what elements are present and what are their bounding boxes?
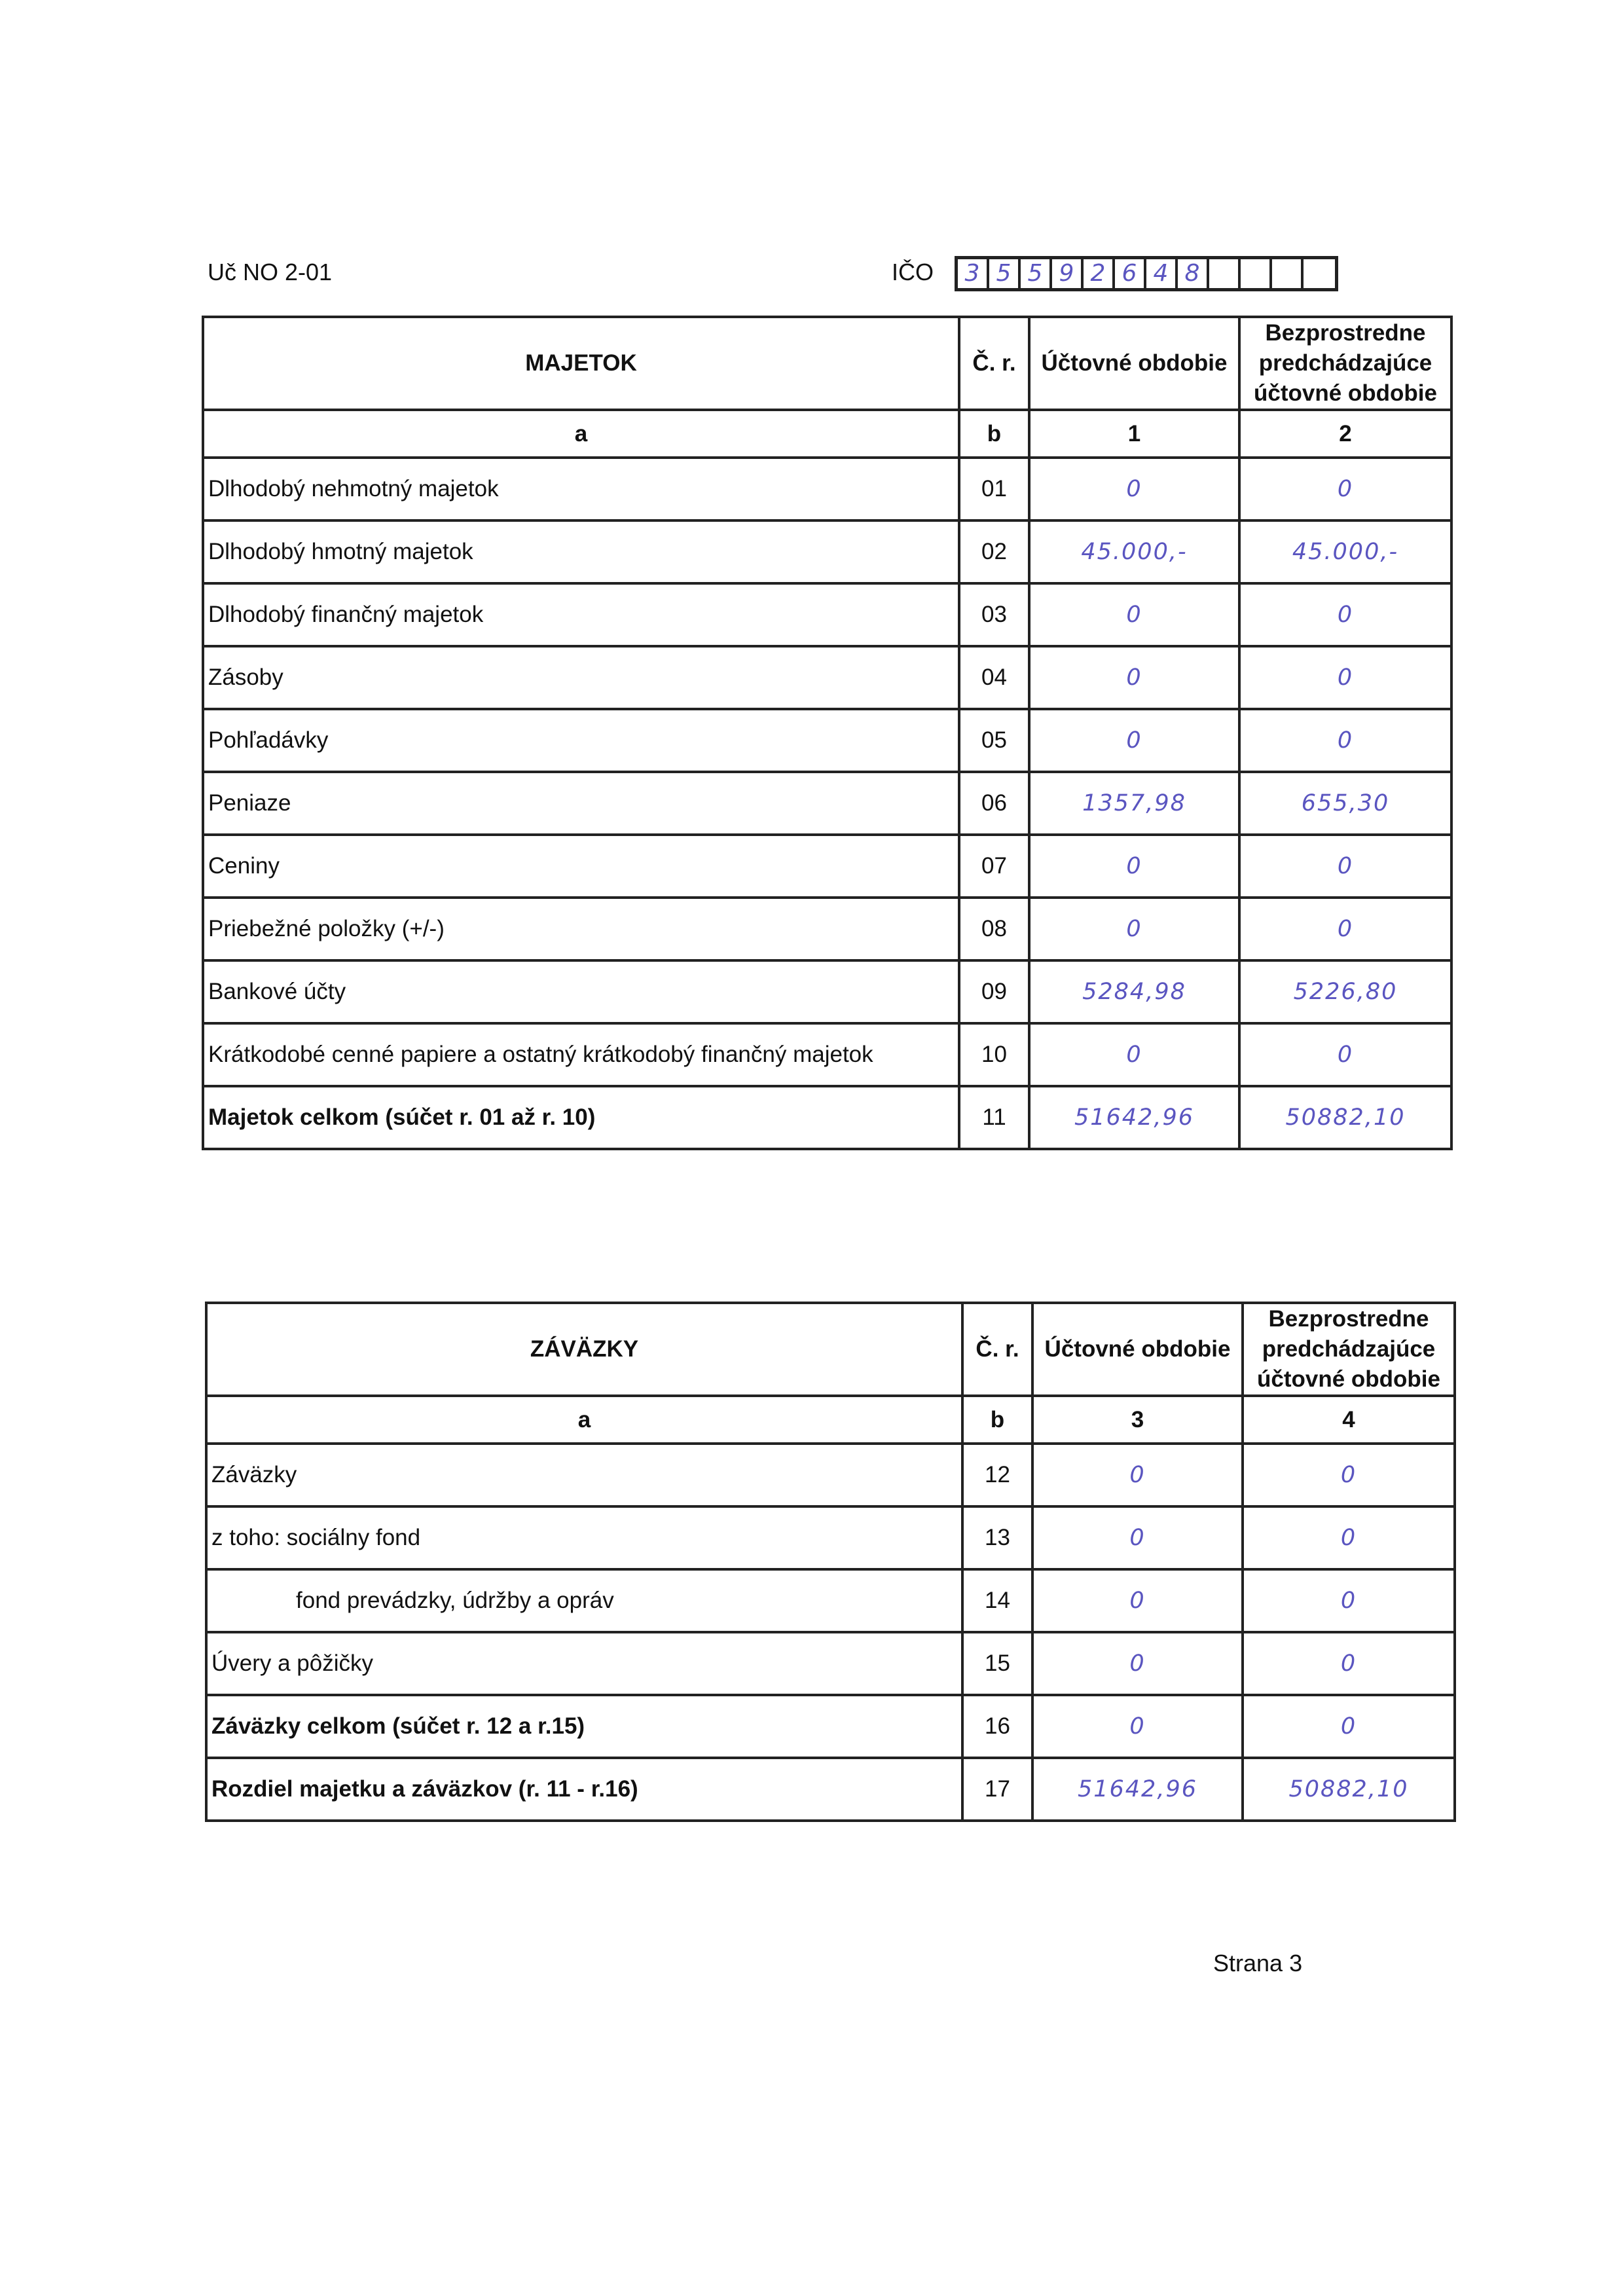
ico-label: IČO: [892, 259, 934, 285]
previous-value: 0: [1239, 1023, 1451, 1086]
form-code: Uč NO 2-01: [208, 259, 333, 285]
row-label: Rozdiel majetku a záväzkov (r. 11 - r.16): [206, 1758, 962, 1821]
ico-field: [955, 256, 1338, 291]
row-number: 07: [959, 835, 1029, 898]
row-number: 10: [959, 1023, 1029, 1086]
row-label: z toho: sociálny fond: [206, 1506, 962, 1569]
row-label: Dlhodobý hmotný majetok: [203, 520, 959, 583]
table-row: [203, 583, 1451, 646]
col-previous-period: Bezprostredne predchádzajúce účtovné obdobie: [1243, 1303, 1455, 1396]
current-value: 0: [1032, 1632, 1243, 1695]
row-number: 04: [959, 646, 1029, 709]
ico-digit-box: 4: [1146, 259, 1178, 288]
col-row-number: Č. r.: [962, 1303, 1032, 1396]
row-number: 13: [962, 1506, 1032, 1569]
table-row: [206, 1506, 1455, 1569]
current-value: 0: [1029, 709, 1239, 772]
table-row: [203, 709, 1451, 772]
previous-value: 45.000,-: [1239, 520, 1451, 583]
table-row: [206, 1569, 1455, 1632]
liabilities-title: ZÁVÄZKY: [206, 1303, 962, 1396]
row-label: Ceniny: [203, 835, 959, 898]
previous-value: 0: [1239, 835, 1451, 898]
current-value: 0: [1029, 646, 1239, 709]
current-value: 0: [1032, 1695, 1243, 1758]
row-label: Záväzky celkom (súčet r. 12 a r.15): [206, 1695, 962, 1758]
ico-digit-box: [1209, 259, 1241, 288]
row-number: 14: [962, 1569, 1032, 1632]
ico-digit-box: [1304, 259, 1335, 288]
current-value: 0: [1032, 1569, 1243, 1632]
previous-value: 50882,10: [1243, 1758, 1455, 1821]
row-label: Dlhodobý finančný majetok: [203, 583, 959, 646]
current-value: 0: [1029, 583, 1239, 646]
letter-a: a: [206, 1396, 962, 1444]
row-number: 17: [962, 1758, 1032, 1821]
row-number: 02: [959, 520, 1029, 583]
row-number: 06: [959, 772, 1029, 835]
row-label: Zásoby: [203, 646, 959, 709]
current-value: 51642,96: [1029, 1086, 1239, 1149]
ico-digit-box: 6: [1115, 259, 1146, 288]
ico-digit-box: 5: [989, 259, 1021, 288]
liabilities-table: [205, 1302, 1456, 1822]
previous-value: 0: [1239, 898, 1451, 960]
table-row: [203, 1086, 1451, 1149]
row-label: Úvery a pôžičky: [206, 1632, 962, 1695]
ico-digit-box: 3: [958, 259, 989, 288]
letter-4: 4: [1243, 1396, 1455, 1444]
previous-value: 0: [1243, 1569, 1455, 1632]
previous-value: 0: [1243, 1506, 1455, 1569]
row-number: 16: [962, 1695, 1032, 1758]
page-number: Strana 3: [1213, 1950, 1303, 1977]
row-label: fond prevádzky, údržby a opráv: [206, 1569, 962, 1632]
row-number: 03: [959, 583, 1029, 646]
row-number: 12: [962, 1444, 1032, 1506]
table-row: [203, 458, 1451, 520]
table-row: [203, 898, 1451, 960]
row-number: 11: [959, 1086, 1029, 1149]
assets-title: MAJETOK: [203, 317, 959, 410]
previous-value: 0: [1243, 1444, 1455, 1506]
ico-digit-box: 8: [1178, 259, 1209, 288]
previous-value: 655,30: [1239, 772, 1451, 835]
previous-value: 50882,10: [1239, 1086, 1451, 1149]
assets-table: [202, 316, 1453, 1150]
current-value: 0: [1029, 458, 1239, 520]
ico-digit-box: [1272, 259, 1304, 288]
row-label: Majetok celkom (súčet r. 01 až r. 10): [203, 1086, 959, 1149]
col-row-number: Č. r.: [959, 317, 1029, 410]
previous-value: 0: [1239, 646, 1451, 709]
previous-value: 5226,80: [1239, 960, 1451, 1023]
current-value: 0: [1029, 1023, 1239, 1086]
previous-value: 0: [1243, 1695, 1455, 1758]
table-row: [203, 772, 1451, 835]
current-value: 0: [1029, 835, 1239, 898]
table-row: [206, 1758, 1455, 1821]
ico-digit-box: [1241, 259, 1272, 288]
current-value: 0: [1032, 1444, 1243, 1506]
row-number: 08: [959, 898, 1029, 960]
ico-digit-box: 5: [1021, 259, 1052, 288]
table-row: [203, 520, 1451, 583]
row-label: Záväzky: [206, 1444, 962, 1506]
col-current-period: Účtovné obdobie: [1029, 317, 1239, 410]
ico-digit-box: 9: [1052, 259, 1084, 288]
row-label: Dlhodobý nehmotný majetok: [203, 458, 959, 520]
table-row: [203, 1023, 1451, 1086]
table-row: [203, 960, 1451, 1023]
letter-1: 1: [1029, 410, 1239, 458]
current-value: 0: [1029, 898, 1239, 960]
previous-value: 0: [1243, 1632, 1455, 1695]
row-label: Peniaze: [203, 772, 959, 835]
previous-value: 0: [1239, 458, 1451, 520]
previous-value: 0: [1239, 709, 1451, 772]
col-current-period: Účtovné obdobie: [1032, 1303, 1243, 1396]
current-value: 5284,98: [1029, 960, 1239, 1023]
row-label: Bankové účty: [203, 960, 959, 1023]
table-row: [206, 1695, 1455, 1758]
previous-value: 0: [1239, 583, 1451, 646]
letter-2: 2: [1239, 410, 1451, 458]
row-label: Pohľadávky: [203, 709, 959, 772]
current-value: 0: [1032, 1506, 1243, 1569]
current-value: 1357,98: [1029, 772, 1239, 835]
table-row: [206, 1632, 1455, 1695]
table-row: [206, 1444, 1455, 1506]
row-number: 01: [959, 458, 1029, 520]
row-label: Priebežné položky (+/-): [203, 898, 959, 960]
row-number: 09: [959, 960, 1029, 1023]
current-value: 51642,96: [1032, 1758, 1243, 1821]
letter-b: b: [962, 1396, 1032, 1444]
row-number: 15: [962, 1632, 1032, 1695]
ico-digit-box: 2: [1084, 259, 1115, 288]
letter-a: a: [203, 410, 959, 458]
letter-b: b: [959, 410, 1029, 458]
letter-3: 3: [1032, 1396, 1243, 1444]
row-number: 05: [959, 709, 1029, 772]
row-label: Krátkodobé cenné papiere a ostatný krátkodobý finančný majetok: [203, 1023, 959, 1086]
current-value: 45.000,-: [1029, 520, 1239, 583]
table-row: [203, 835, 1451, 898]
table-row: [203, 646, 1451, 709]
col-previous-period: Bezprostredne predchádzajúce účtovné obdobie: [1239, 317, 1451, 410]
